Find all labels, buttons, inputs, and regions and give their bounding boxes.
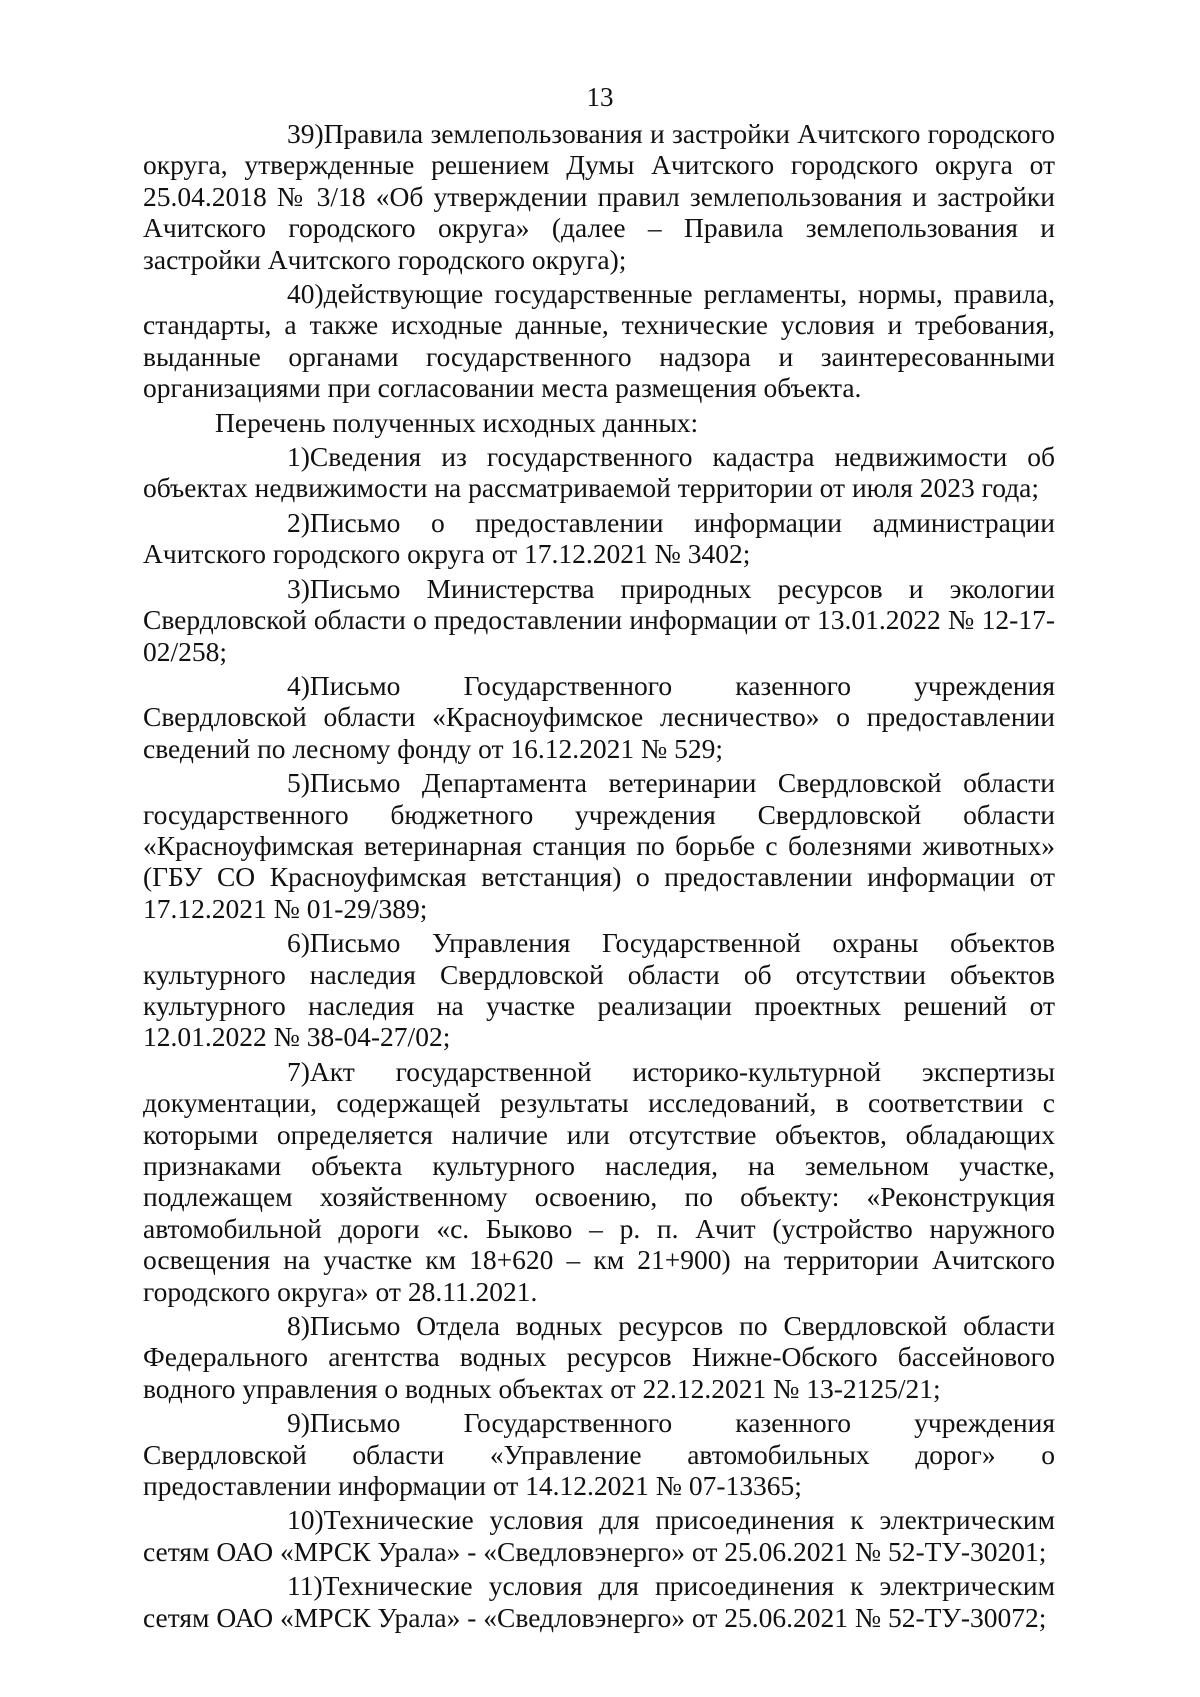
item-number: 5)	[287, 767, 310, 799]
item-text: Письмо Министерства природных ресурсов и экологии Свердловской области о предоставлении информации от 13.01.2022 № 12-17-02/258;	[143, 572, 1055, 667]
list-item	[143, 1056, 1055, 1307]
item-number: 2)	[287, 506, 310, 538]
item-number: 7)	[287, 1055, 310, 1087]
item-text: Письмо Управления Государственной охраны объектов культурного наследия Свердловской области об отсутствии объектов культурного наследия на участке реализации проектных решений от 12.01.2022 № 38-04-27/02;	[143, 927, 1055, 1053]
item-number: 3)	[287, 572, 310, 604]
list-item	[143, 118, 1055, 275]
item-text: Письмо Отдела водных ресурсов по Свердловской области Федерального агентства водных ресурсов Нижне-Обского бассейнового водного управления о водных объектах от 22.12.2021 № 13-2125/21;	[143, 1310, 1055, 1404]
list-item	[143, 927, 1055, 1053]
list-item	[143, 278, 1055, 404]
list-item	[143, 441, 1055, 504]
list-item	[143, 767, 1055, 924]
item-text: Письмо Департамента ветеринарии Свердловской области государственного бюджетного учреждения Свердловской области «Красноуфимская ветеринарная станция по борьбе с болезнями животных» (ГБУ СО Красноуфимская ветстанция) о предоставлении информации от 17.12.2021 № 01-29/389;	[143, 767, 1055, 924]
item-number: 40)	[287, 278, 324, 310]
page-number: 13	[586, 82, 614, 112]
list-item	[143, 573, 1055, 667]
item-text: Письмо Государственного казенного учреждения Свердловской области «Управление автомобильных дорог» о предоставлении информации от 14.12.2021 № 07-13365;	[143, 1407, 1055, 1502]
list-item	[143, 1570, 1055, 1633]
list-item	[143, 1310, 1055, 1404]
item-number: 1)	[287, 441, 310, 473]
item-text: Сведения из государственного кадастра недвижимости об объектах недвижимости на рассматриваемой территории от июля 2023 года;	[143, 441, 1055, 504]
item-number: 9)	[287, 1407, 310, 1439]
item-number: 8)	[287, 1310, 310, 1342]
item-text: Письмо Государственного казенного учреждения Свердловской области «Красноуфимское лесничество» о предоставлении сведений по лесному фонду от 16.12.2021 № 529;	[143, 669, 1055, 764]
item-number: 6)	[287, 927, 310, 959]
item-text: Письмо о предоставлении информации администрации Ачитского городского округа от 17.12.2021 № 3402;	[143, 506, 1055, 570]
item-number: 11)	[287, 1570, 323, 1602]
item-text: Акт государственной историко-культурной экспертизы документации, содержащей результаты исследований, в соответствии с которыми определяется наличие или отсутствие объектов, обладающих признаками объекта культурного наследия, на земельном участке, подлежащем хозяйственному освоению, по объекту: «Реконструкция автомобильной дороги «с. Быково – р. п. Ачит (устройство наружного освещения на участке км 18+620 – км 21+900) на территории Ачитского городского округа» от 28.11.2021.	[143, 1055, 1055, 1307]
list-item	[143, 1407, 1055, 1501]
item-text: Правила землепользования и застройки Ачитского городского округа, утвержденные решением Думы Ачитского городского округа от 25.04.2018 № 3/18 «Об утверждении правил землепользования и застройки Ачитского городского округа» (далее – Правила землепользования и застройки Ачитского городского округа);	[143, 118, 1055, 275]
list-item	[143, 1504, 1055, 1567]
item-number: 4)	[287, 669, 310, 701]
list-heading: Перечень полученных исходных данных:	[215, 406, 699, 438]
item-text: Технические условия для присоединения к электрическим сетям ОАО «МРСК Урала» - «Сведловэнерго» от 25.06.2021 № 52-ТУ-30201;	[143, 1504, 1055, 1567]
item-text: Технические условия для присоединения к электрическим сетям ОАО «МРСК Урала» - «Сведловэнерго» от 25.06.2021 № 52-ТУ-30072;	[143, 1570, 1055, 1633]
list-item	[143, 507, 1055, 570]
item-number: 39)	[287, 118, 324, 149]
document-body	[143, 118, 1055, 1636]
item-number: 10)	[287, 1504, 324, 1536]
list-item	[143, 670, 1055, 764]
item-text: действующие государственные регламенты, нормы, правила, стандарты, а также исходные данные, технические условия и требования, выданные органами государственного надзора и заинтересованными организациями при согласовании места размещения объекта.	[143, 278, 1055, 404]
